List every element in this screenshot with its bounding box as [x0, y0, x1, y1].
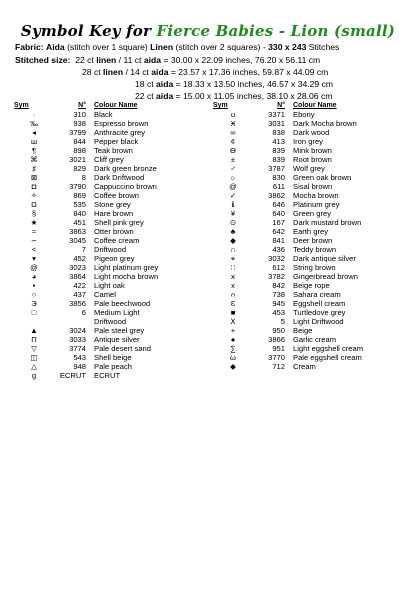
colour-name-cell: Anthracite grey — [94, 128, 146, 137]
symbol-cell: ≈ — [31, 227, 37, 236]
table-header-row — [213, 101, 393, 110]
colour-name-cell: Gingerbread brown — [293, 272, 359, 281]
number-cell: 3787 — [268, 164, 285, 173]
colour-name-cell: Dark antique silver — [293, 254, 356, 263]
table-row — [14, 281, 194, 290]
number-cell: 3032 — [268, 254, 285, 263]
colour-name-cell: Pale desert sand — [94, 344, 151, 353]
number-cell: 869 — [73, 191, 86, 200]
table-row — [14, 209, 194, 218]
table-row — [213, 299, 393, 308]
number-cell: 612 — [272, 263, 285, 272]
colour-name-cell: Eggshell cream — [293, 299, 346, 308]
colour-name-cell: Black — [94, 110, 113, 119]
colour-name-cell: Driftwood — [94, 245, 127, 254]
number-cell: 3031 — [268, 119, 285, 128]
header-num: N° — [78, 102, 86, 109]
symbol-cell: Ɛ — [230, 299, 236, 308]
table-row — [213, 146, 393, 155]
table-row — [213, 173, 393, 182]
symbol-cell: · — [32, 110, 36, 119]
size-fabric2: aida — [143, 55, 162, 65]
table-row — [213, 272, 393, 281]
number-cell: 535 — [73, 200, 86, 209]
number-cell: 543 — [73, 353, 86, 362]
title-prefix: Symbol Key for — [20, 22, 157, 40]
number-cell: 646 — [272, 200, 285, 209]
table-row — [14, 218, 194, 227]
table-row — [213, 155, 393, 164]
colour-name-cell: Dark Driftwood — [94, 173, 145, 182]
table-row — [213, 218, 393, 227]
table-row — [213, 236, 393, 245]
header-sym: Sym — [213, 102, 228, 109]
symbol-cell: ⊠ — [30, 173, 38, 182]
symbol-cell: ∑ — [230, 344, 236, 353]
fabric-linen: Linen — [150, 42, 174, 52]
number-cell: 642 — [272, 227, 285, 236]
table-row — [14, 173, 194, 182]
symbol-cell: ‰ — [30, 119, 38, 128]
number-cell: 948 — [73, 362, 86, 371]
colour-name-cell: Beige rope — [293, 281, 330, 290]
colour-name-cell: Pale steel grey — [94, 326, 145, 335]
number-cell: 436 — [272, 245, 285, 254]
number-cell: 3774 — [69, 344, 86, 353]
table-row — [213, 164, 393, 173]
number-cell: 611 — [272, 182, 285, 191]
symbol-cell: @ — [30, 263, 38, 272]
colour-name-cell: Teddy brown — [293, 245, 337, 254]
size-ct2: / 14 ct — [125, 67, 149, 77]
number-cell: 3866 — [268, 335, 285, 344]
symbol-cell: ◆ — [230, 362, 236, 371]
symbol-cell: @ — [229, 182, 237, 191]
colour-name-cell: String brown — [293, 263, 336, 272]
number-cell: 3023 — [69, 263, 86, 272]
number-cell: 452 — [73, 254, 86, 263]
table-row — [14, 146, 194, 155]
header-num: N° — [277, 102, 285, 109]
table-row — [213, 353, 393, 362]
colour-name-cell: Sahara cream — [293, 290, 341, 299]
table-row — [14, 164, 194, 173]
symbol-cell: ω — [230, 353, 236, 362]
table-row — [14, 227, 194, 236]
table-row — [213, 344, 393, 353]
table-row — [213, 326, 393, 335]
colour-name-cell: Deer brown — [293, 236, 333, 245]
colour-name-cell: Root brown — [293, 155, 332, 164]
colour-name-cell: Pepper black — [94, 137, 139, 146]
colour-name-cell: Green grey — [293, 209, 331, 218]
symbol-cell: Э — [31, 299, 37, 308]
table-row — [14, 119, 194, 128]
table-row — [213, 317, 393, 326]
symbol-cell: ♣ — [230, 227, 236, 236]
table-row — [14, 308, 194, 317]
size-line-2 — [82, 67, 328, 77]
size-ct: 28 ct — [82, 67, 101, 77]
symbol-cell: Ω — [31, 200, 37, 209]
number-cell: 3045 — [69, 236, 86, 245]
symbol-cell: ⌖ — [230, 254, 236, 263]
size-fabric: linen — [103, 67, 124, 77]
symbol-cell: ∽ — [30, 236, 38, 245]
colour-name-cell: Otter brown — [94, 227, 134, 236]
fabric-line — [15, 42, 339, 52]
symbol-cell: ◕ — [31, 272, 37, 281]
colour-name-cell: Platinum grey — [293, 200, 340, 209]
symbol-cell: Π — [31, 335, 37, 344]
colour-name-cell: Coffee brown — [94, 191, 140, 200]
table-row — [213, 200, 393, 209]
size-label: Stitched size: — [15, 55, 71, 65]
number-cell: 3024 — [69, 326, 86, 335]
stitches-word: Stitches — [308, 42, 340, 52]
colour-name-cell: Beige — [293, 326, 313, 335]
colour-name-cell: Shell pink grey — [94, 218, 144, 227]
size-fabric: linen — [96, 55, 117, 65]
table-row — [14, 362, 194, 371]
number-cell: 3863 — [69, 227, 86, 236]
size-line-1 — [15, 55, 320, 65]
symbol-cell: ● — [230, 335, 236, 344]
colour-name-cell: Pale beechwood — [94, 299, 151, 308]
table-row — [213, 128, 393, 137]
table-row — [14, 236, 194, 245]
fabric-aida: Aida — [46, 42, 65, 52]
symbol-cell: □ — [31, 308, 37, 317]
symbol-cell: ∷ — [230, 263, 236, 272]
colour-name-cell: Antique silver — [94, 335, 140, 344]
number-cell: 950 — [272, 326, 285, 335]
table-row — [14, 182, 194, 191]
symbol-cell: ⅹ — [230, 272, 236, 281]
size-ct: 22 ct — [135, 91, 154, 101]
symbol-cell: ± — [230, 155, 236, 164]
size-ct: 18 ct — [135, 79, 154, 89]
colour-name-cell: Teak brown — [94, 146, 133, 155]
symbol-cell: ✧ — [30, 191, 38, 200]
symbol-cell: ★ — [30, 218, 38, 227]
colour-name-cell: Pigeon grey — [94, 254, 135, 263]
colour-name-cell: Cappuccino brown — [94, 182, 157, 191]
table-row — [213, 245, 393, 254]
colour-name-cell: Camel — [94, 290, 116, 299]
number-cell: 840 — [73, 209, 86, 218]
colour-name-cell: Coffee cream — [94, 236, 140, 245]
size-line-3 — [135, 79, 333, 89]
symbol-cell: ▽ — [31, 344, 37, 353]
symbol-cell: § — [31, 209, 37, 218]
table-row — [213, 308, 393, 317]
number-cell: 3033 — [69, 335, 86, 344]
colour-name-cell: Light eggshell cream — [293, 344, 364, 353]
colour-name-cell: Pale peach — [94, 362, 132, 371]
number-cell: 898 — [73, 146, 86, 155]
symbol-cell: ✓ — [229, 191, 237, 200]
symbol-cell: ʊ — [230, 110, 236, 119]
table-row — [14, 155, 194, 164]
colour-name-cell: Dark green bronze — [94, 164, 157, 173]
fabric-linen-note: (stitch over 2 squares) - — [175, 42, 266, 52]
header-name: Colour Name — [94, 102, 138, 109]
table-row — [213, 362, 393, 371]
colour-name-cell: Light mocha brown — [94, 272, 159, 281]
table-row — [213, 254, 393, 263]
symbol-cell: ○ — [31, 290, 37, 299]
symbol-cell: x — [231, 281, 235, 290]
number-cell: 945 — [272, 299, 285, 308]
number-cell: 3799 — [69, 128, 86, 137]
colour-name-cell: Pale eggshell cream — [293, 353, 362, 362]
table-row — [213, 281, 393, 290]
table-row — [14, 191, 194, 200]
number-cell: 838 — [272, 128, 285, 137]
symbol-cell: ∞ — [230, 128, 236, 137]
colour-name-cell: Wolf grey — [293, 164, 325, 173]
colour-name-cell: Garlic cream — [293, 335, 337, 344]
colour-name-cell: Light Driftwood — [293, 317, 344, 326]
colour-name-cell: Iron grey — [293, 137, 323, 146]
number-cell: 842 — [272, 281, 285, 290]
number-cell: 3782 — [268, 272, 285, 281]
number-cell: 7 — [81, 245, 86, 254]
colour-name-cell: Dark mustard brown — [293, 218, 362, 227]
number-cell: 451 — [73, 218, 86, 227]
number-cell: 3856 — [69, 299, 86, 308]
size-dimensions: = 18.33 x 13.50 inches, 46.57 x 34.29 cm — [175, 79, 334, 89]
number-cell: 951 — [272, 344, 285, 353]
colour-name-cell: Stone grey — [94, 200, 131, 209]
symbol-cell: ∩ — [230, 245, 236, 254]
table-row — [14, 272, 194, 281]
colour-name-cell: Shell beige — [94, 353, 132, 362]
table-row — [213, 110, 393, 119]
symbol-key-right-table — [213, 101, 393, 371]
table-header-row — [14, 101, 194, 110]
symbol-cell: Ӿ — [230, 119, 236, 128]
colour-name-cell: Mocha brown — [293, 191, 339, 200]
number-cell: 3770 — [268, 353, 285, 362]
colour-name-cell: Sisal brown — [293, 182, 333, 191]
number-cell: 640 — [272, 209, 285, 218]
symbol-cell: + — [230, 326, 236, 335]
symbol-cell: ¶ — [31, 146, 37, 155]
size-ct: 22 ct — [75, 55, 94, 65]
size-dimensions: = 23.57 x 17.36 inches, 59.87 x 44.09 cm — [170, 67, 329, 77]
colour-name-cell: Cream — [293, 362, 316, 371]
symbol-cell: △ — [31, 362, 37, 371]
symbol-key-left-table — [14, 101, 194, 380]
fabric-label: Fabric: — [15, 42, 44, 52]
symbol-cell: Ө — [230, 146, 236, 155]
size-fabric2: aida — [156, 79, 174, 89]
table-row — [14, 200, 194, 209]
number-cell: 413 — [272, 137, 285, 146]
number-cell: 712 — [272, 362, 285, 371]
number-cell: 3790 — [69, 182, 86, 191]
table-row — [14, 290, 194, 299]
symbol-cell: ☼ — [229, 173, 237, 182]
symbol-cell: ¢ — [230, 137, 236, 146]
table-row-continuation — [14, 317, 194, 326]
number-cell: 738 — [272, 290, 285, 299]
colour-name-cell: Dark wood — [293, 128, 330, 137]
symbol-cell: ш — [30, 137, 38, 146]
symbol-cell: ¥ — [230, 209, 236, 218]
table-row — [213, 191, 393, 200]
number-cell: 841 — [272, 236, 285, 245]
colour-name-cell: ECRUT — [94, 371, 121, 380]
table-row — [14, 128, 194, 137]
symbol-cell: ▪ — [32, 281, 36, 290]
symbol-cell: ▾ — [32, 254, 36, 263]
size-dimensions: = 30.00 x 22.09 inches, 76.20 x 56.11 cm — [163, 55, 321, 65]
header-sym: Sym — [14, 102, 29, 109]
size-fabric2: aida — [156, 91, 174, 101]
symbol-cell: ⌘ — [30, 155, 38, 164]
number-cell: 829 — [73, 164, 86, 173]
table-row — [213, 182, 393, 191]
number-cell: 167 — [272, 218, 285, 227]
number-cell: 839 — [272, 155, 285, 164]
symbol-cell: ♯ — [32, 164, 36, 173]
number-cell: 453 — [272, 308, 285, 317]
colour-name-cell: Espresso brown — [94, 119, 149, 128]
colour-name-cell: Mink brown — [293, 146, 332, 155]
symbol-cell: ᴒ — [230, 290, 236, 299]
table-row — [14, 335, 194, 344]
symbol-cell: ◆ — [230, 236, 236, 245]
symbol-cell: Ⅹ — [230, 317, 236, 326]
symbol-cell: ■ — [230, 308, 236, 317]
size-dimensions: = 15.00 x 11.05 inches, 38.10 x 28.06 cm — [175, 91, 333, 101]
colour-name-cell: Dark Mocha brown — [293, 119, 357, 128]
table-row — [14, 344, 194, 353]
number-cell: 422 — [73, 281, 86, 290]
symbol-cell: ℹ — [231, 200, 235, 209]
symbol-cell: ◫ — [30, 353, 38, 362]
colour-name-cell: Light platinum grey — [94, 263, 159, 272]
colour-name-cell: Hare brown — [94, 209, 134, 218]
number-cell: 938 — [73, 119, 86, 128]
table-row — [213, 209, 393, 218]
table-row — [14, 245, 194, 254]
table-row — [14, 110, 194, 119]
symbol-cell: < — [31, 245, 37, 254]
page-title — [0, 22, 416, 40]
number-cell: 437 — [73, 290, 86, 299]
table-row — [213, 119, 393, 128]
symbol-cell: ◘ — [31, 182, 37, 191]
colour-name-cell: Turtledove grey — [293, 308, 346, 317]
colour-name-cell: Earth grey — [293, 227, 329, 236]
table-row — [213, 290, 393, 299]
table-row — [14, 254, 194, 263]
stitch-count: 330 x 243 — [268, 42, 307, 52]
number-cell: 3371 — [268, 110, 285, 119]
table-row — [213, 263, 393, 272]
colour-name-cell: Green oak brown — [293, 173, 352, 182]
table-row — [14, 263, 194, 272]
table-row — [14, 326, 194, 335]
table-row — [213, 227, 393, 236]
number-cell: 8 — [81, 173, 86, 182]
symbol-cell: ⊙ — [229, 218, 237, 227]
symbol-cell: ◂ — [32, 128, 36, 137]
number-cell: 5 — [280, 317, 285, 326]
colour-name-cell: Cliff grey — [94, 155, 124, 164]
table-row — [14, 371, 194, 380]
number-cell: 6 — [81, 308, 86, 317]
table-row — [14, 353, 194, 362]
number-cell: 310 — [73, 110, 86, 119]
fabric-aida-note: (stitch over 1 square) — [67, 42, 148, 52]
number-cell: 830 — [272, 173, 285, 182]
table-row — [14, 137, 194, 146]
size-line-4 — [135, 91, 332, 101]
table-row — [14, 299, 194, 308]
table-row — [213, 335, 393, 344]
number-cell: 3021 — [69, 155, 86, 164]
symbol-cell: ♂ — [230, 164, 236, 173]
number-cell: ECRUT — [59, 371, 86, 380]
number-cell: 3864 — [69, 272, 86, 281]
number-cell: 839 — [272, 146, 285, 155]
size-fabric2: aida — [151, 67, 169, 77]
colour-name-cell: Light oak — [94, 281, 125, 290]
number-cell: 844 — [73, 137, 86, 146]
header-name: Colour Name — [293, 102, 337, 109]
colour-name-cell: Medium Light — [94, 308, 140, 317]
title-pattern-name: Fierce Babies - Lion (small) — [156, 22, 396, 40]
symbol-cell: ▲ — [30, 326, 38, 335]
colour-name-cell: Driftwood — [94, 317, 127, 326]
table-row — [213, 137, 393, 146]
number-cell: 3862 — [268, 191, 285, 200]
size-ct2: / 11 ct — [118, 55, 142, 65]
symbol-cell: g — [31, 371, 37, 380]
colour-name-cell: Ebony — [293, 110, 315, 119]
